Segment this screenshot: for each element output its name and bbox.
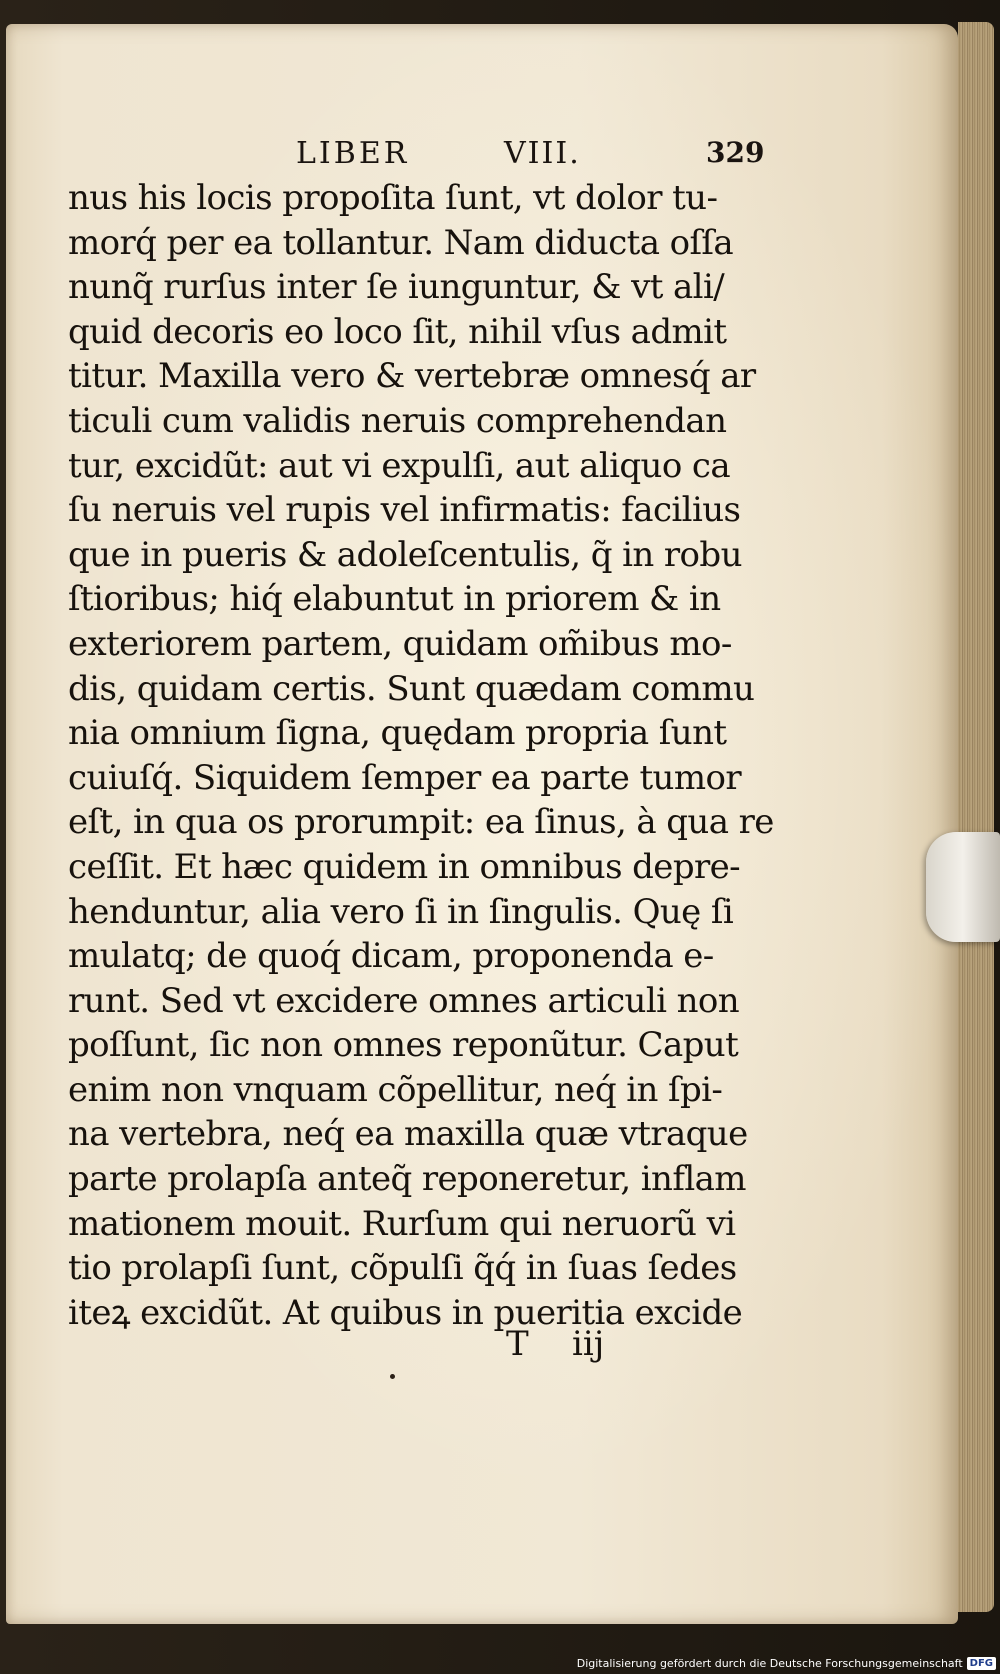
credit-text: Digitalisierung gefördert durch die Deutsche Forschungsgemeinschaft	[576, 1656, 963, 1670]
page-header	[6, 136, 958, 176]
signature-mark	[506, 1324, 706, 1368]
book-page	[6, 24, 958, 1624]
text-line: poſſunt, ſic non omnes reponũtur. Caput	[68, 1025, 739, 1066]
text-line: morq́ per ea tollantur. Nam diducta oſſa	[68, 222, 734, 263]
text-line: parte prolapſa anteq̃ reponeretur, inflam	[68, 1159, 746, 1200]
text-line: na vertebra, neq́ ea maxilla quæ vtraque	[68, 1114, 748, 1155]
text-line: tio prolapſi ſunt, cõpulſi q̃q́ in ſuas ſedes	[68, 1248, 737, 1289]
text-line: que in pueris & adoleſcentulis, q̃ in robu	[68, 534, 742, 575]
text-line: tur, excidũt: aut vi expulſi, aut aliquo ca	[68, 445, 731, 486]
text-line: nunq̃ rurſus inter ſe iunguntur, & vt ali/	[68, 267, 725, 308]
text-line: ticuli cum validis neruis comprehendan	[68, 400, 727, 441]
text-line: cuiuſq́. Siquidem ſemper ea parte tumor	[68, 757, 742, 798]
text-line: ſu neruis vel rupis vel infirmatis: facilius	[68, 490, 741, 531]
page-tab-marker	[926, 832, 1000, 942]
text-line: exteriorem partem, quidam om̃ibus mo-	[68, 623, 732, 664]
dfg-logo: DFG	[967, 1657, 996, 1670]
signature-number: iij	[572, 1324, 605, 1364]
ink-speck	[390, 1374, 395, 1379]
text-line: runt. Sed vt excidere omnes articuli non	[68, 980, 740, 1021]
signature-letter: T	[506, 1324, 529, 1364]
text-line: iteꝝ excidũt. At quibus in pueritia excide	[68, 1292, 743, 1333]
text-line: henduntur, alia vero ſi in ſingulis. Quę ſi	[68, 891, 734, 932]
text-line: nus his locis propoſita ſunt, vt dolor tu-	[68, 178, 718, 218]
text-line: ſtioribus; hiq́ elabuntut in priorem & in	[68, 579, 721, 620]
text-line: mationem mouit. Rurſum qui neruorũ vi	[68, 1203, 736, 1244]
page-edges	[958, 22, 994, 1612]
chapter-number: VIII.	[504, 136, 581, 171]
text-line: titur. Maxilla vero & vertebræ omnesq́ ar	[68, 356, 756, 397]
body-text	[68, 176, 774, 1335]
text-line: mulatq; de quoq́ dicam, proponenda e-	[68, 936, 714, 977]
text-line: enim non vnquam cõpellitur, neq́ in ſpi-	[68, 1069, 723, 1110]
text-line: ceſſit. Et hæc quidem in omnibus depre-	[68, 846, 741, 887]
running-head: LIBER	[296, 136, 410, 171]
text-line: dis, quidam certis. Sunt quædam commu	[68, 668, 755, 709]
folio-number: 329	[706, 136, 765, 169]
text-line: quid decoris eo loco ſit, nihil vſus admit	[68, 311, 727, 352]
digitization-credit	[577, 1654, 996, 1672]
text-line: nia omnium ſigna, quędam propria ſunt	[68, 713, 727, 754]
text-line: eſt, in qua os prorumpit: ea ſinus, à qua re	[68, 802, 774, 843]
